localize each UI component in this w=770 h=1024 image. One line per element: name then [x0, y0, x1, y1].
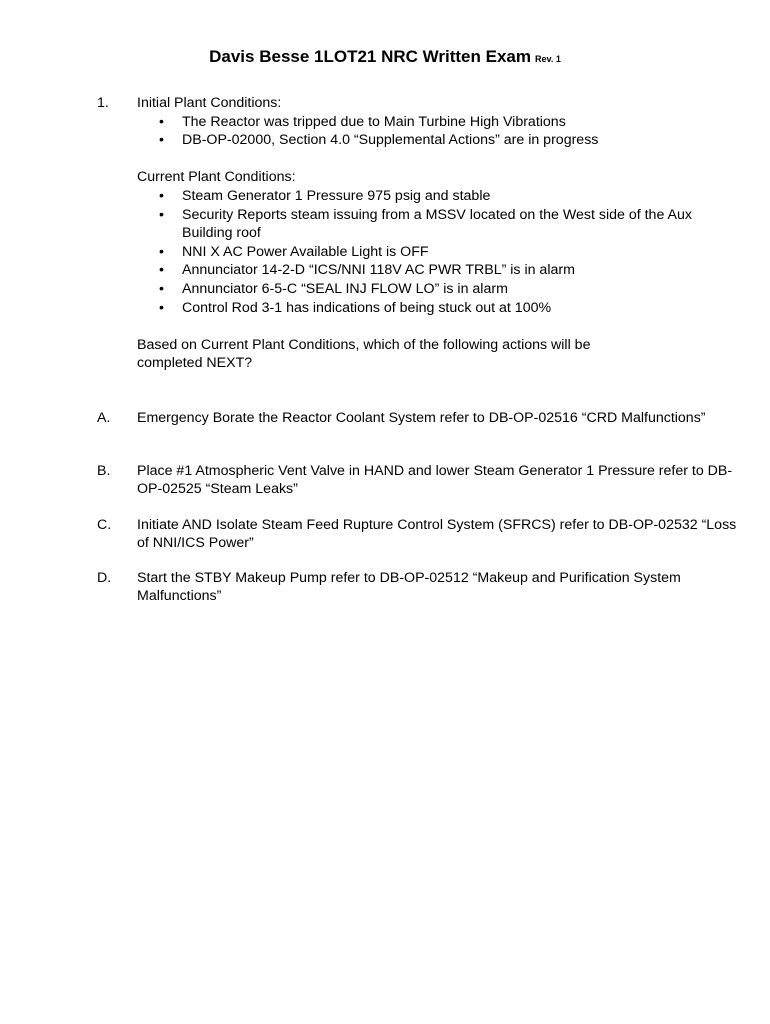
- answer-choice-b[interactable]: [97, 462, 737, 499]
- list-item: [137, 243, 737, 262]
- choice-text: Start the STBY Makeup Pump refer to DB-OP-02512 “Makeup and Purification System Malfunctions”: [137, 570, 681, 605]
- current-conditions-label: Current Plant Conditions:: [137, 169, 296, 186]
- condition-text: Security Reports steam issuing from a MSSV located on the West side of the Aux Building roof: [182, 206, 692, 242]
- bullet-icon: •: [159, 187, 164, 204]
- bullet-icon: •: [159, 113, 164, 130]
- list-item: [137, 261, 737, 280]
- list-item: [137, 206, 737, 243]
- list-item: [137, 280, 737, 299]
- choice-letter: A.: [97, 410, 111, 426]
- bullet-icon: •: [159, 243, 164, 260]
- question-prompt: Based on Current Plant Conditions, which of the following actions will be completed NEXT?: [137, 336, 591, 372]
- bullet-icon: •: [159, 262, 164, 279]
- revision-label: Rev. 1: [535, 54, 561, 64]
- list-item: [137, 113, 737, 132]
- condition-text: Annunciator 14-2-D “ICS/NNI 118V AC PWR TRBL” is in alarm: [182, 262, 575, 279]
- initial-conditions-list: [137, 113, 737, 150]
- bullet-icon: •: [159, 132, 164, 149]
- initial-conditions-label: Initial Plant Conditions:: [137, 95, 282, 111]
- choice-letter: D.: [97, 570, 112, 586]
- choice-text: Initiate AND Isolate Steam Feed Rupture Control System (SFRCS) refer to DB-OP-02532 “Loss of NNI/ICS Power”: [137, 517, 737, 552]
- condition-text: DB-OP-02000, Section 4.0 “Supplemental Actions” are in progress: [182, 132, 599, 149]
- question-number: 1.: [97, 95, 109, 111]
- condition-text: NNI X AC Power Available Light is OFF: [182, 243, 429, 260]
- answer-choice-a[interactable]: [97, 409, 737, 427]
- choice-letter: C.: [97, 517, 112, 533]
- current-conditions-list: [137, 187, 737, 317]
- answer-choice-d[interactable]: [97, 569, 737, 606]
- list-item: [137, 299, 737, 318]
- choice-letter: B.: [97, 463, 111, 479]
- condition-text: Annunciator 6-5-C “SEAL INJ FLOW LO” is in alarm: [182, 280, 508, 297]
- bullet-icon: •: [159, 280, 164, 297]
- condition-text: The Reactor was tripped due to Main Turbine High Vibrations: [182, 113, 566, 130]
- bullet-icon: •: [159, 206, 164, 223]
- bullet-icon: •: [159, 299, 164, 316]
- condition-text: Steam Generator 1 Pressure 975 psig and stable: [182, 187, 491, 204]
- choice-text: Emergency Borate the Reactor Coolant System refer to DB-OP-02516 “CRD Malfunctions”: [137, 410, 706, 426]
- list-item: [137, 131, 737, 150]
- page-header: [0, 47, 770, 67]
- question-stem: [137, 94, 737, 373]
- answer-choice-c[interactable]: [97, 516, 737, 553]
- choice-text: Place #1 Atmospheric Vent Valve in HAND and lower Steam Generator 1 Pressure refer to DB-OP-02525 “Steam Leaks”: [137, 463, 733, 498]
- exam-title: Davis Besse 1LOT21 NRC Written Exam: [209, 47, 531, 66]
- condition-text: Control Rod 3-1 has indications of being stuck out at 100%: [182, 299, 552, 316]
- list-item: [137, 187, 737, 206]
